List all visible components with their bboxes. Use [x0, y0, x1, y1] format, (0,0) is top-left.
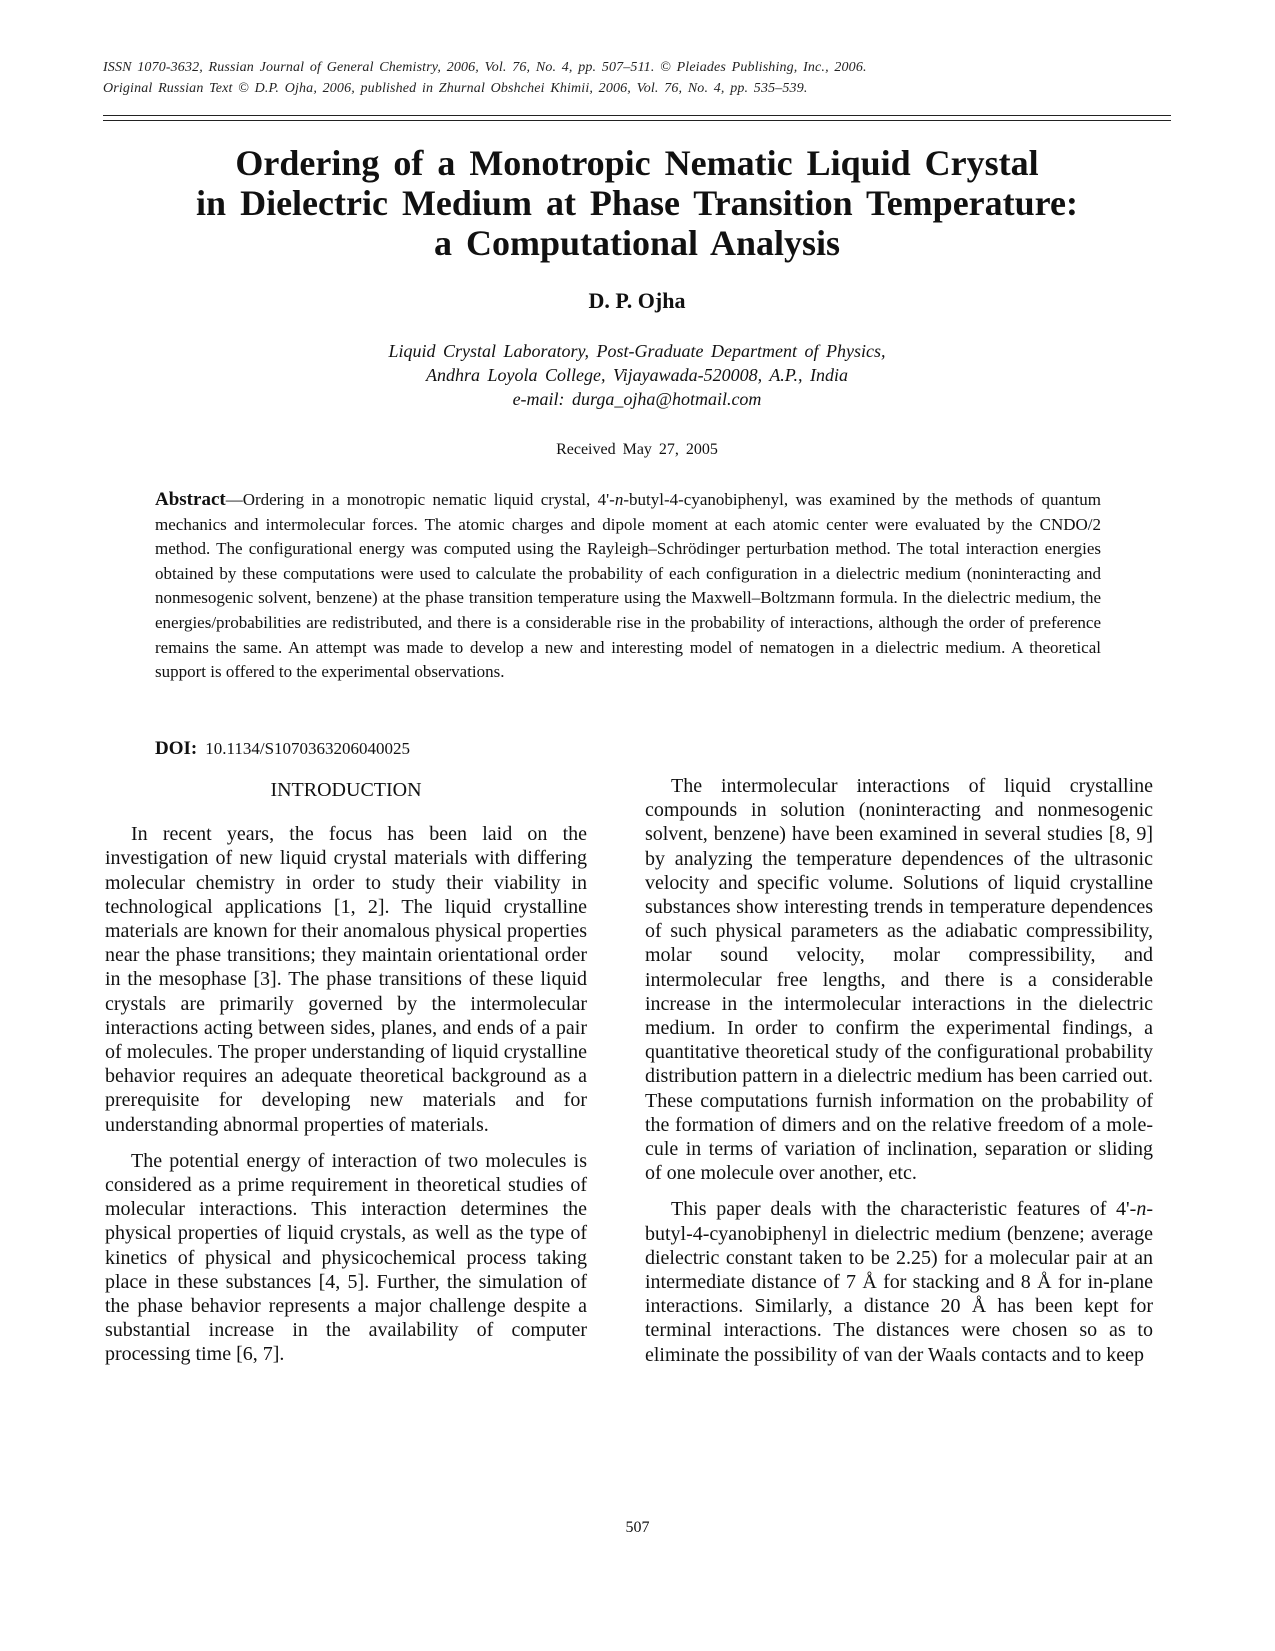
header-line-1: ISSN 1070-3632, Russian Journal of General Chemistry, 2006, Vol. 76, No. 4, pp. 507–511. © Pleiades Publishing, Inc., 2006.	[103, 60, 867, 75]
header-rule-bottom	[103, 120, 1171, 121]
doi-value[interactable]: 10.1134/S1070363206040025	[205, 739, 411, 758]
doi	[155, 738, 410, 760]
right-paragraph-2	[645, 1197, 1153, 1366]
affiliation-email: e-mail: durga_ojha@hotmail.com	[512, 389, 762, 409]
received-date: Received May 27, 2005	[556, 441, 718, 458]
abstract-label: Abstract	[155, 489, 226, 510]
abstract	[155, 488, 1101, 685]
right-p2-italic-n: n	[1136, 1198, 1147, 1221]
affiliation-line-2: Andhra Loyola College, Vijayawada-520008, A.P., India	[426, 365, 848, 385]
abstract-text-b: -butyl-4-cyanobiphenyl, was examined by the methods of quantum mechanics and intermolecular forces. The atomic charges and dipole moment at each atomic center were evaluated by the CNDO/2 method. The configurational energy was computed using the Rayleigh–Schrödinger perturbation method. The total interaction energies obtained by these computations were used to calculate the probability of each configuration in a dielectric medium (noninteracting and nonmesogenic solvent, benzene) at the phase transition temperature using the Maxwell–Boltzmann formula. In the dielectric medium, the energies/probabilities are redistributed, and there is a considerable rise in the probability of interactions, although the order of preference remains the same. An attempt was made to develop a new and interesting model of nematogen in a dielectric medium. A theoretical support is offered to the experimental observations.	[155, 490, 1102, 682]
paper-title	[103, 143, 1171, 263]
title-line-1: Ordering of a Monotropic Nematic Liquid Crystal	[235, 143, 1039, 183]
author-name: D. P. Ojha	[588, 288, 686, 313]
header-rule-top	[103, 115, 1171, 116]
journal-header	[103, 57, 1173, 99]
affiliation	[103, 339, 1171, 411]
header-line-2: Original Russian Text © D.P. Ojha, 2006, published in Zhurnal Obshchei Khimii, 2006, Vol. 76, No. 4, pp. 535–539.	[103, 81, 808, 96]
abstract-text-a: Ordering in a monotropic nematic liquid crystal, 4'-	[242, 490, 615, 509]
title-line-2: in Dielectric Medium at Phase Transition Temperature:	[196, 183, 1078, 223]
section-heading-introduction: INTRODUCTION	[270, 779, 422, 801]
right-p2-text-a: This paper deals with the characteristic features of 4'-	[671, 1198, 1137, 1221]
title-line-3: a Computational Analysis	[433, 223, 841, 263]
abstract-italic-n: n	[614, 490, 624, 509]
doi-label: DOI:	[155, 738, 198, 759]
right-paragraph-1: The intermolecular interactions of liquid crystalline compounds in solution (noninteracting and nonmesogenic solvent, benzene) have been examined in several studies [8, 9] by analyzing the temperature dependences of the ultrasonic velocity and specific volume. Solutions of liquid crystalline substances show interesting trends in temperature dependences of such physical parameters as the adiabatic compressibility, molar sound velocity, molar compressibility, and intermolecular free lengths, and there is a considerable increase in the intermolecular interactions in the dielectric medium. In order to confirm the experimental findings, a quantitative theoretical study of the configurational probability distribution pattern in a dielectric medium has been carried out. These computations furnish information on the probability of the formation of dimers and on the relative freedom of a molecule in terms of variation of inclination, separation or sliding of one molecule over another, etc.	[645, 775, 1153, 1185]
affiliation-line-1: Liquid Crystal Laboratory, Post-Graduate Department of Physics,	[388, 341, 886, 361]
right-column	[645, 774, 1153, 1367]
abstract-dash: —	[225, 490, 243, 509]
left-paragraph-1: In recent years, the focus has been laid on the investigation of new liquid crystal materials with differing molecular chemistry in order to study their viability in technological applications [1, 2]. The liquid crystalline materials are known for their anomalous physical properties near the phase transitions; they maintain orientational order in the mesophase [3]. The phase transitions of these liquid crystals are primarily governed by the intermolecular interactions acting between sides, planes, and ends of a pair of molecules. The proper understanding of liquid crystalline behavior requires an adequate theoretical background as a prerequisite for developing new materials and for understanding abnormal properties of materials.	[105, 823, 587, 1136]
page-number: 507	[625, 1519, 650, 1536]
left-column	[105, 772, 587, 1367]
right-p2-text-b: -butyl-4-cyanobiphenyl in dielectric medium (benzene; average dielectric constant taken to be 2.25) for a molecular pair at an intermediate distance of 7 Å for stacking and 8 Å for in-plane interactions. Similarly, a distance 20 Å has been kept for terminal interactions. The distances were chosen so as to eliminate the possibility of van der Waals contacts and to keep	[645, 1198, 1153, 1366]
left-paragraph-2: The potential energy of interaction of two molecules is considered as a prime requirement in theoretical studies of molecular interactions. This interaction determines the physical properties of liquid crystals, as well as the type of kinetics of physical and physicochemical process taking place in these substances [4, 5]. Further, the simulation of the phase behavior represents a major challenge despite a substantial increase in the availability of computer processing time [6, 7].	[105, 1149, 587, 1366]
